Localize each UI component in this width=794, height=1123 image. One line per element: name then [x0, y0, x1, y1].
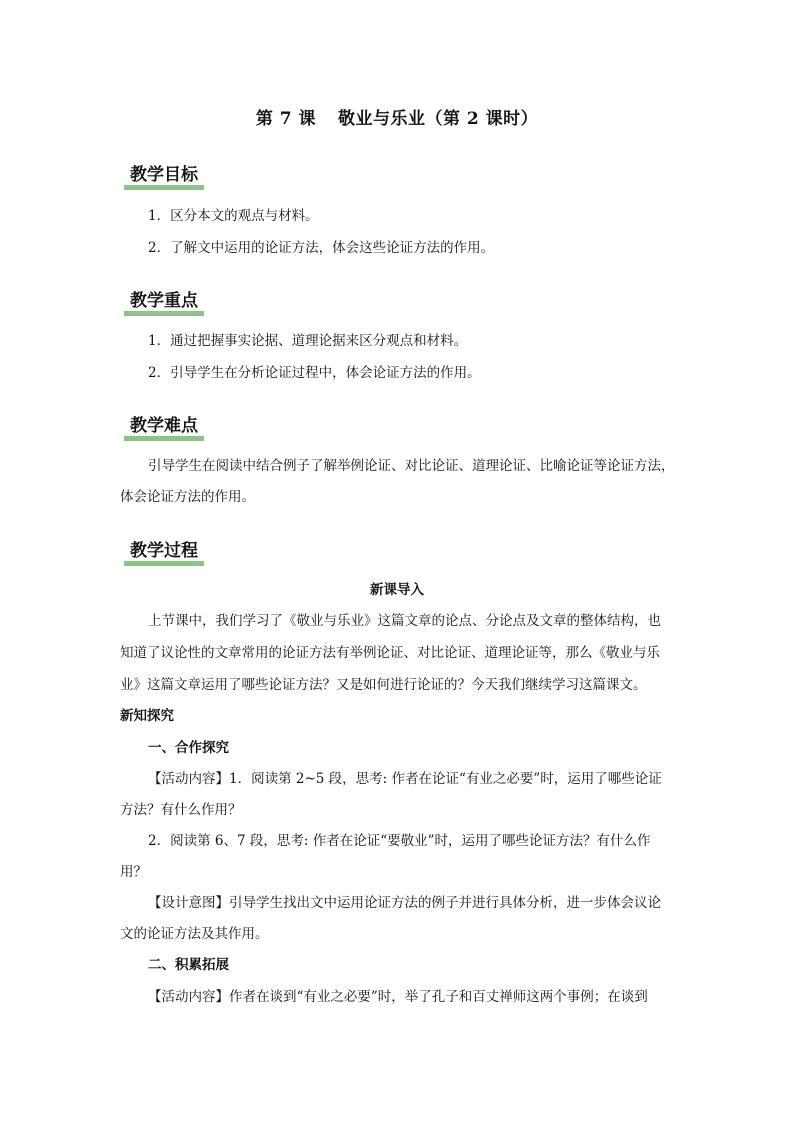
page-title	[0, 104, 794, 129]
key-point-item: 1．通过把握事实论据、道理论据来区分观点和材料。	[148, 333, 468, 349]
paragraph-line: 用？	[120, 864, 147, 880]
paragraph-line: 引导学生在阅读中结合例子了解举例论证、对比论证、道理论证、比喻论证等论证方法，	[148, 458, 675, 474]
subsection-title-explore: 新知探究	[120, 708, 174, 724]
paragraph-line: 业》这篇文章运用了哪些论证方法？又是如何进行论证的？今天我们继续学习这篇课文。	[120, 677, 647, 693]
subsection-title-intro: 新课导入	[370, 582, 424, 598]
part-title-cooperative: 一、合作探究	[148, 740, 229, 756]
paragraph-line: 上节课中，我们学习了《敬业与乐业》这篇文章的论点、分论点及文章的整体结构，也	[148, 613, 661, 629]
paragraph-line: 【活动内容】1．阅读第 2~5 段，思考: 作者在论证“有业之必要”时，运用了哪些论证	[148, 771, 662, 787]
paragraph-line: 【设计意图】引导学生找出文中运用论证方法的例子并进行具体分析，进一步体会议论	[148, 895, 661, 911]
paragraph-line: 文的论证方法及其作用。	[120, 926, 269, 942]
objective-item: 2．了解文中运用的论证方法，体会这些论证方法的作用。	[148, 240, 495, 256]
paragraph-line: 方法？有什么作用？	[120, 802, 242, 818]
paragraph-line: 2．阅读第 6、7 段，思考: 作者在论证“要敬业”时，运用了哪些论证方法？有什么作	[148, 833, 651, 849]
paragraph-line: 【活动内容】作者在谈到“有业之必要”时，举了孔子和百丈禅师这两个事例；在谈到	[148, 989, 648, 1005]
part-title-accumulate: 二、积累拓展	[148, 957, 229, 973]
section-heading-difficulties: 教学难点	[124, 411, 204, 437]
heading-underline	[124, 311, 204, 316]
heading-underline	[124, 185, 204, 190]
heading-underline	[124, 561, 204, 566]
paragraph-line: 知道了议论性的文章常用的论证方法有举例论证、对比论证、道理论证等，那么《敬业与乐	[120, 645, 660, 661]
lesson-title: 敬业与乐业（第 2 课时）	[338, 109, 539, 129]
lesson-number: 第 7 课	[255, 109, 316, 129]
objective-item: 1．区分本文的观点与材料。	[148, 208, 319, 224]
key-point-item: 2．引导学生在分析论证过程中，体会论证方法的作用。	[148, 365, 481, 381]
paragraph-line: 体会论证方法的作用。	[120, 489, 255, 505]
section-heading-key-points: 教学重点	[124, 286, 204, 312]
section-heading-process: 教学过程	[124, 536, 204, 562]
section-heading-objectives: 教学目标	[124, 160, 204, 186]
heading-underline	[124, 436, 204, 441]
